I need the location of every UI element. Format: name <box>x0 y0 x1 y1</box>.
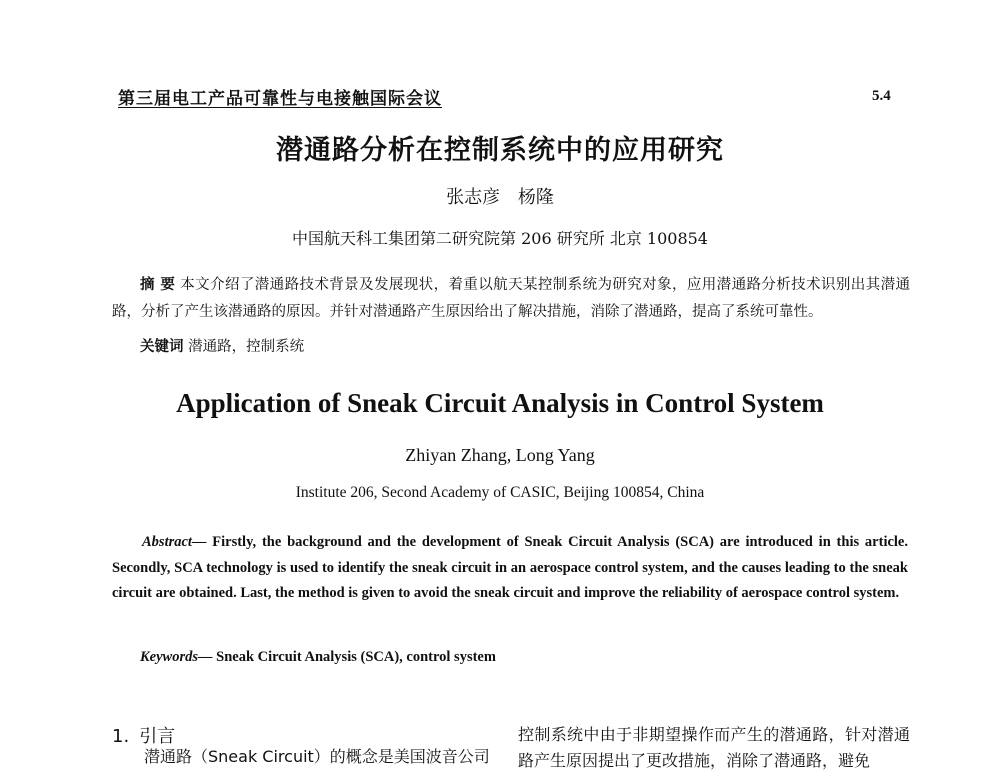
affiliation-cn: 中国航天科工集团第二研究院第 206 研究所 北京 100854 <box>292 229 708 248</box>
section-number-label: 1. <box>112 726 130 747</box>
authors-en: Zhiyan Zhang, Long Yang <box>405 445 595 465</box>
keywords-cn <box>140 335 304 356</box>
conference-header: 第三届电工产品可靠性与电接触国际会议 <box>118 89 442 109</box>
abstract-en-text: Firstly, the background and the development of Sneak Circuit Analysis (SCA) are introduced in this article. Secondly, SCA technology is used to identify the sneak circuit in an aerospace control system, and the causes leading to the sneak circuit are obtained. Last, the method is given to avoid the sneak circuit and improve the reliability of aerospace control system. <box>112 534 908 601</box>
abstract-en <box>112 530 908 607</box>
keywords-en-label: Keywords— <box>140 649 213 665</box>
paper-title-cn: 潜通路分析在控制系统中的应用研究 <box>276 135 724 166</box>
keywords-cn-text: 潜通路，控制系统 <box>188 339 305 355</box>
body-left-column: 潜通路（Sneak Circuit）的概念是美国波音公司 <box>144 747 490 766</box>
abstract-cn-text: 本文介绍了潜通路技术背景及发展现状，着重以航天某控制系统为研究对象，应用潜通路分析技术识别出其潜通路，分析了产生该潜通路的原因。并针对潜通路产生原因给出了解决措施，消除了潜通路，提高了系统可靠性。 <box>112 277 910 320</box>
paper-title-en: Application of Sneak Circuit Analysis in Control System <box>176 388 824 418</box>
section-title: 引言 <box>139 726 176 747</box>
body-right-column: 控制系统中由于非期望操作而产生的潜通路，针对潜通路产生原因提出了更改措施，消除了潜通路，避免 <box>518 725 910 770</box>
abstract-cn-label: 摘 要 <box>140 276 176 293</box>
keywords-en <box>140 649 496 666</box>
section-number: 5.4 <box>872 88 891 104</box>
abstract-cn <box>112 271 910 326</box>
affiliation-en: Institute 206, Second Academy of CASIC, Beijing 100854, China <box>295 484 705 501</box>
keywords-en-text: Sneak Circuit Analysis (SCA), control system <box>212 649 496 665</box>
abstract-en-label: Abstract— <box>142 534 207 550</box>
authors-cn: 张志彦 杨隆 <box>446 187 554 208</box>
keywords-cn-label: 关键词 <box>140 338 184 355</box>
